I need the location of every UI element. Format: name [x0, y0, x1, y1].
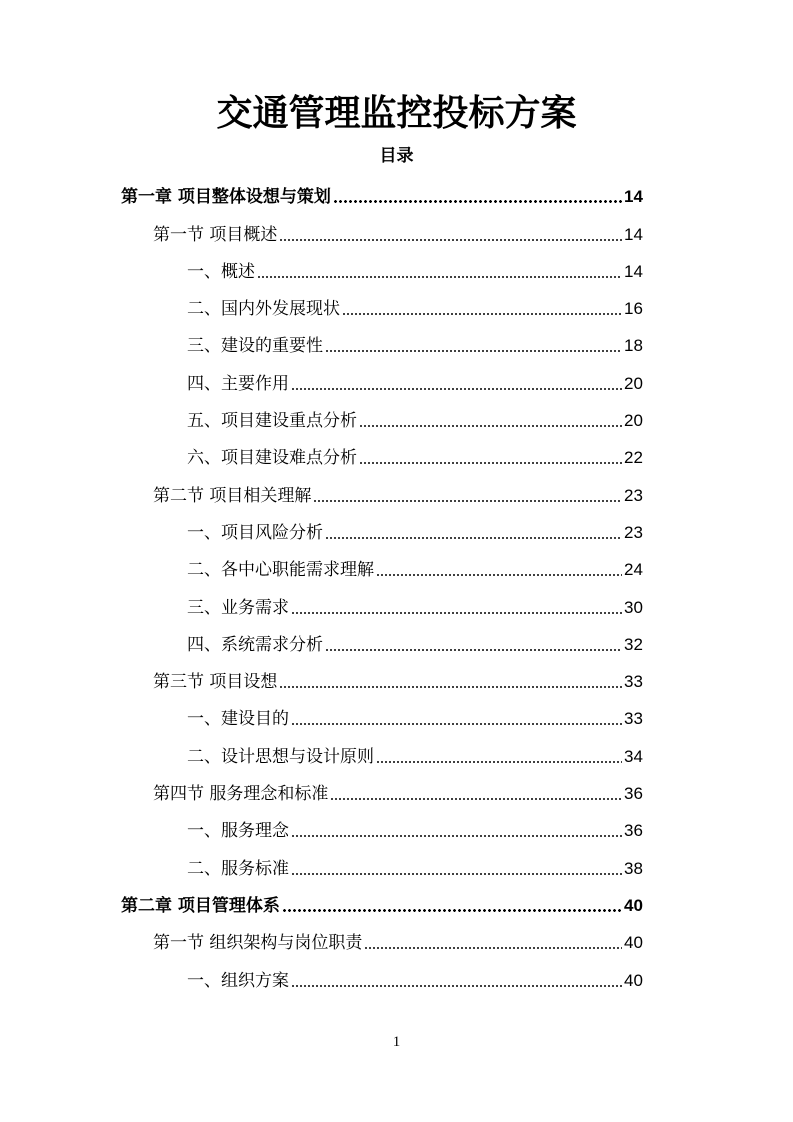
- toc-dot-leader: [257, 276, 622, 278]
- toc-subsection-entry[interactable]: [0, 325, 793, 362]
- toc-entry-label: 第一章 项目整体设想与策划: [121, 187, 331, 208]
- toc-entry-label: 三、建设的重要性: [187, 336, 323, 357]
- toc-entry-label: 二、各中心职能需求理解: [187, 560, 374, 581]
- toc-dot-leader: [330, 798, 622, 800]
- toc-leader-group: [311, 486, 672, 506]
- toc-leader-group: [289, 971, 672, 991]
- toc-leader-group: [323, 635, 672, 655]
- toc-leader-group: [357, 448, 672, 468]
- toc-leader-group: [340, 299, 672, 319]
- toc-entry-page-number: 14: [624, 187, 643, 207]
- toc-dot-leader: [291, 723, 622, 725]
- toc-entry-page-number: 14: [624, 224, 643, 244]
- toc-dot-leader: [291, 873, 622, 875]
- toc-leader-group: [328, 784, 672, 804]
- toc-dot-leader: [325, 350, 622, 352]
- toc-leader-group: [331, 187, 672, 207]
- toc-leader-group: [357, 411, 672, 431]
- toc-subsection-entry[interactable]: [0, 288, 793, 325]
- toc-dot-leader: [279, 239, 622, 241]
- toc-entry-label: 一、服务理念: [187, 821, 289, 842]
- toc-subsection-entry[interactable]: [0, 735, 793, 772]
- toc-dot-leader: [333, 200, 622, 203]
- toc-dot-leader: [359, 425, 622, 427]
- toc-subsection-entry[interactable]: [0, 698, 793, 735]
- toc-entry-label: 四、主要作用: [187, 373, 289, 394]
- toc-leader-group: [289, 374, 672, 394]
- toc-leader-group: [280, 896, 672, 916]
- toc-subsection-entry[interactable]: [0, 251, 793, 288]
- toc-entry-page-number: 16: [624, 299, 643, 319]
- toc-dot-leader: [282, 909, 622, 912]
- toc-entry-page-number: 33: [624, 709, 643, 729]
- toc-entry-page-number: 32: [624, 634, 643, 654]
- toc-dot-leader: [359, 462, 622, 464]
- toc-entry-label: 第四节 服务理念和标准: [153, 784, 329, 805]
- toc-leader-group: [289, 598, 672, 618]
- toc-entry-label: 第三节 项目设想: [153, 672, 278, 693]
- toc-entry-label: 二、设计思想与设计原则: [187, 746, 374, 767]
- toc-entry-page-number: 36: [624, 821, 643, 841]
- toc-dot-leader: [291, 835, 622, 837]
- toc-section-entry[interactable]: [0, 213, 793, 250]
- toc-dot-leader: [291, 388, 622, 390]
- toc-subsection-entry[interactable]: [0, 959, 793, 996]
- toc-section-entry[interactable]: [0, 474, 793, 511]
- toc-leader-group: [277, 225, 672, 245]
- toc-heading: 目录: [379, 146, 414, 166]
- toc-entry-label: 一、概述: [187, 261, 255, 282]
- toc-leader-group: [289, 709, 672, 729]
- toc-chapter-entry[interactable]: [0, 885, 793, 922]
- toc-entry-page-number: 38: [624, 858, 643, 878]
- toc-subsection-entry[interactable]: [0, 549, 793, 586]
- toc-entry-label: 第一节 组织架构与岗位职责: [153, 933, 363, 954]
- toc-dot-leader: [325, 537, 622, 539]
- toc-subsection-entry[interactable]: [0, 586, 793, 623]
- toc-leader-group: [255, 262, 672, 282]
- toc-entry-label: 一、项目风险分析: [187, 522, 323, 543]
- toc-entry-page-number: 18: [624, 336, 643, 356]
- toc-entry-label: 二、国内外发展现状: [187, 299, 340, 320]
- toc-entry-page-number: 22: [624, 448, 643, 468]
- toc-entry-label: 一、组织方案: [187, 970, 289, 991]
- toc-subsection-entry[interactable]: [0, 437, 793, 474]
- toc-subsection-entry[interactable]: [0, 362, 793, 399]
- toc-chapter-entry[interactable]: [0, 176, 793, 213]
- toc-dot-leader: [291, 612, 622, 614]
- toc-section-entry[interactable]: [0, 922, 793, 959]
- toc-entry-label: 第二章 项目管理体系: [121, 895, 280, 916]
- toc-entry-page-number: 36: [624, 784, 643, 804]
- toc-entry-page-number: 34: [624, 746, 643, 766]
- toc-entry-page-number: 24: [624, 560, 643, 580]
- toc-entry-page-number: 33: [624, 672, 643, 692]
- toc-section-entry[interactable]: [0, 661, 793, 698]
- toc-leader-group: [277, 672, 672, 692]
- toc-leader-group: [289, 821, 672, 841]
- toc-entry-page-number: 40: [624, 970, 643, 990]
- toc-subsection-entry[interactable]: [0, 810, 793, 847]
- toc-dot-leader: [364, 947, 622, 949]
- toc-dot-leader: [376, 761, 622, 763]
- table-of-contents: [0, 176, 793, 997]
- toc-dot-leader: [313, 500, 622, 502]
- toc-entry-page-number: 14: [624, 261, 643, 281]
- toc-entry-label: 一、建设目的: [187, 709, 289, 730]
- toc-entry-page-number: 23: [624, 522, 643, 542]
- toc-leader-group: [289, 859, 672, 879]
- toc-subsection-entry[interactable]: [0, 400, 793, 437]
- toc-leader-group: [374, 747, 672, 767]
- toc-dot-leader: [342, 313, 622, 315]
- toc-entry-page-number: 20: [624, 411, 643, 431]
- toc-entry-page-number: 23: [624, 485, 643, 505]
- toc-entry-label: 三、业务需求: [187, 597, 289, 618]
- toc-subsection-entry[interactable]: [0, 512, 793, 549]
- toc-leader-group: [323, 523, 672, 543]
- toc-entry-label: 六、项目建设难点分析: [187, 448, 357, 469]
- toc-dot-leader: [376, 574, 622, 576]
- toc-entry-label: 第一节 项目概述: [153, 224, 278, 245]
- toc-dot-leader: [279, 686, 622, 688]
- toc-entry-page-number: 20: [624, 373, 643, 393]
- toc-entry-label: 第二节 项目相关理解: [153, 485, 312, 506]
- toc-section-entry[interactable]: [0, 773, 793, 810]
- toc-dot-leader: [291, 985, 622, 987]
- page-number: 1: [392, 1034, 401, 1050]
- toc-entry-label: 二、服务标准: [187, 858, 289, 879]
- toc-leader-group: [374, 560, 672, 580]
- toc-subsection-entry[interactable]: [0, 624, 793, 661]
- document-title: 交通管理监控投标方案: [216, 93, 577, 134]
- toc-dot-leader: [325, 649, 622, 651]
- toc-leader-group: [323, 336, 672, 356]
- toc-entry-label: 五、项目建设重点分析: [187, 411, 357, 432]
- toc-leader-group: [362, 933, 672, 953]
- toc-entry-label: 四、系统需求分析: [187, 634, 323, 655]
- toc-subsection-entry[interactable]: [0, 847, 793, 884]
- toc-entry-page-number: 40: [624, 933, 643, 953]
- toc-entry-page-number: 40: [624, 895, 643, 915]
- toc-entry-page-number: 30: [624, 597, 643, 617]
